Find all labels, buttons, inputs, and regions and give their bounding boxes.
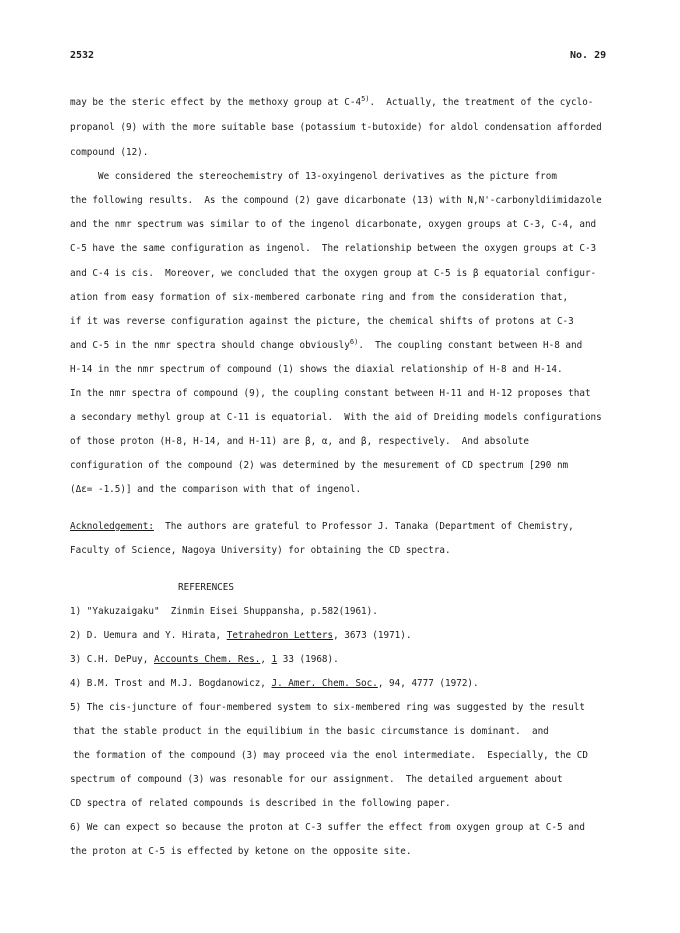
text-line: of those proton (H-8, H-14, and H-11) are β, α, and β, respectively. And absolute [70,436,529,447]
text-line: and C-5 in the nmr spectra should change obviously$^{6)}$. The coupling constant between H-8 and [70,338,583,351]
reference-item: 6) We can expect so because the proton at C-3 suffer the effect from oxygen group at C-5 and [70,822,585,833]
text-line: Faculty of Science, Nagoya University) for obtaining the CD spectra. [70,545,451,556]
acknowledgement-heading: Acknoledgement: [70,521,154,532]
text-line: and the nmr spectrum was similar to of the ingenol dicarbonate, oxygen groups at C-3, C-4, and [70,219,597,230]
reference-item: 2) D. Uemura and Y. Hirata, Tetrahedron Letters, 3673 (1971). [70,630,412,641]
text-line: H-14 in the nmr spectrum of compound (1) shows the diaxial relationship of H-8 and H-14. [70,364,563,375]
issue-number: No. 29 [570,50,607,61]
text-line: configuration of the compound (2) was determined by the mesurement of CD spectrum [290 nm [70,460,569,471]
text-line: We considered the stereochemistry of 13-oxyingenol derivatives as the picture from [98,171,557,182]
text-line: the following results. As the compound (2) gave dicarbonate (13) with N,N'-carbonyldiimidazole [70,195,602,206]
reference-item: the proton at C-5 is effected by ketone on the opposite site. [70,846,412,857]
reference-item: that the stable product in the equilibium in the basic circumstance is dominant. and [73,726,549,737]
page-number: 2532 [70,50,95,61]
text-line: C-5 have the same configuration as ingenol. The relationship between the oxygen groups at C-3 [70,243,597,254]
journal-page: 2532 No. 29 may be the steric effect by the methoxy group at C-4$^{5)}$. Actually, the treatment of the cyclo- propanol (9) with the more suitable base (potassium t-butoxide) for aldol condensation afforded compound (12). We considered the stereochemistry of 13-oxyingenol derivatives as the picture from the following results. As the compound (2) gave dicarbonate (13) with N,N'-carbonyldiimidazole and the nmr spectrum was similar to of the ingenol dicarbonate, oxygen groups at C-3, C-4, and C-5 have the same configuration as ingenol. The relationship between the oxygen groups at C-3 and C-4 is cis. Moreover, we concluded that the oxygen group at C-5 is β equatorial configur- ation from easy formation of six-membered carbonate ring and from the consideration that, if it was reverse configuration against the picture, the chemical shifts of protons at C-3 and C-5 in the nmr spectra should change obviously$^{6)}$. The coupling constant between H-8 and H-14 in the nmr spectrum of compound (1) shows the diaxial relationship of H-8 and H-14. In the nmr spectra of compound (9), the coupling constant between H-11 and H-12 proposes that a secondary methyl group at C-11 is equatorial. With the aid of Dreiding models configurations of those proton (H-8, H-14, and H-11) are β, α, and β, respectively. And absolute configuration of the compound (2) was determined by the mesurement of CD spectrum [290 nm (Δε= -1.5)] and the comparison with that of ingenol. Acknoledgement: The authors are grateful to Professor J. Tanaka (Department of Chemistry, Faculty of Science, Nagoya University) for obtaining the CD spectra. REFERENCES 1) "Yakuzaigaku" Zinmin Eisei Shuppansha, p.582(1961). 2) D. Uemura and Y. Hirata, Tetrahedron Letters, 3673 (1971). 3) C.H. DePuy, Accounts Chem. Res., 1 33 (1968). 4) B.M. Trost and M.J. Bogdanowicz, J. Amer. Chem. Soc., 94, 4777 (1972). 5) The cis-juncture of four-membered system to six-membered ring was suggested by the result that the stable product in the equilibium in the basic circumstance is dominant. and the formation of the compound (3) may proceed via the enol intermediate. Especially, the CD spectrum of compound (3) was resonable for our assignment. The detailed arguement about CD spectra of related compounds is described in the following paper. 6) We can expect so because the proton at C-3 suffer the effect from oxygen group at C-5 and the proton at C-5 is effected by ketone on the opposite site. [70,50,607,857]
reference-item: spectrum of compound (3) was resonable for our assignment. The detailed arguement about [70,774,563,785]
reference-item: 5) The cis-juncture of four-membered system to six-membered ring was suggested by the result [70,702,585,713]
text-line: ation from easy formation of six-membered carbonate ring and from the consideration that, [70,292,569,303]
text-line: compound (12). [70,147,149,158]
text-line: may be the steric effect by the methoxy group at C-4$^{5)}$. Actually, the treatment of the cyclo- [70,95,594,108]
reference-item: CD spectra of related compounds is described in the following paper. [70,798,451,809]
reference-item: 1) "Yakuzaigaku" Zinmin Eisei Shuppansha, p.582(1961). [70,606,378,617]
text-line: if it was reverse configuration against the picture, the chemical shifts of protons at C-3 [70,316,574,327]
reference-item: 4) B.M. Trost and M.J. Bogdanowicz, J. Amer. Chem. Soc., 94, 4777 (1972). [70,678,479,689]
reference-item: 3) C.H. DePuy, Accounts Chem. Res., 1 33 (1968). [70,654,339,665]
text-line: (Δε= -1.5)] and the comparison with that of ingenol. [70,484,362,495]
text-line: and C-4 is cis. Moreover, we concluded that the oxygen group at C-5 is β equatorial configur- [70,268,597,279]
text-line: propanol (9) with the more suitable base (potassium t-butoxide) for aldol condensation afforded [70,122,602,133]
reference-item: the formation of the compound (3) may proceed via the enol intermediate. Especially, the CD [73,750,588,761]
text-line: In the nmr spectra of compound (9), the coupling constant between H-11 and H-12 proposes that [70,388,591,399]
references-heading: REFERENCES [178,582,234,593]
text-line: a secondary methyl group at C-11 is equatorial. With the aid of Dreiding models configurations [70,412,602,423]
